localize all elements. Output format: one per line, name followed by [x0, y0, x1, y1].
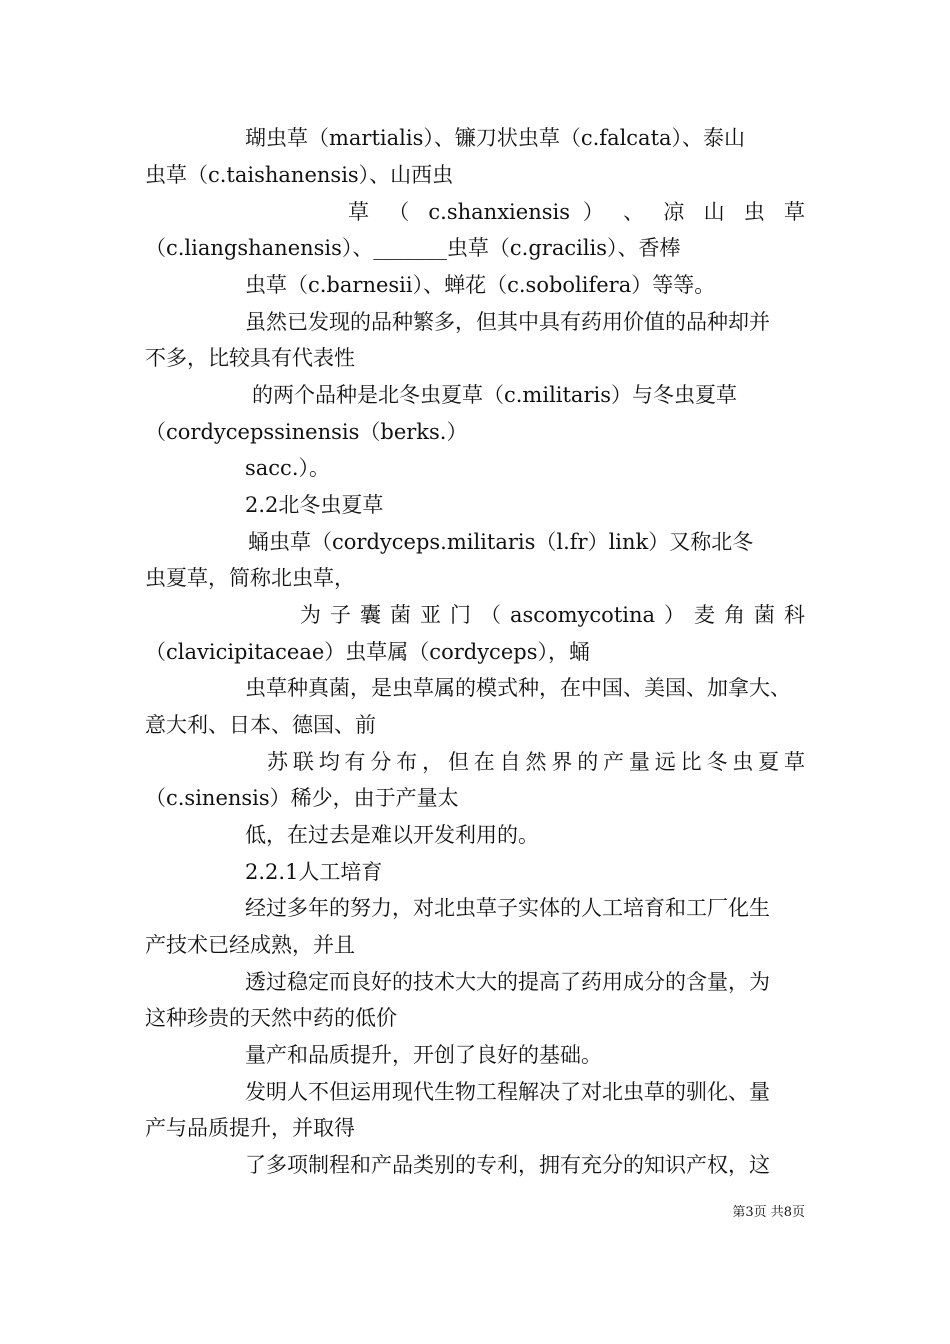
- text-line: 不多，比较具有代表性: [145, 346, 355, 370]
- text-line: 虫夏草，简称北虫草，: [145, 566, 355, 590]
- section-heading: 2.2.1人工培育: [245, 860, 383, 884]
- text-line: 产与品质提升，并取得: [145, 1116, 355, 1140]
- text-line: 意大利、日本、德国、前: [145, 713, 376, 737]
- text-line: 虽然已发现的品种繁多，但其中具有药用价值的品种却并: [245, 310, 770, 334]
- section-heading: 2.2北冬虫夏草: [245, 493, 384, 517]
- text-line: 产技术已经成熟，并且: [145, 933, 355, 957]
- text-line: 了多项制程和产品类别的专利，拥有充分的知识产权，这: [245, 1153, 770, 1177]
- text-line: sacc.）。: [245, 456, 330, 480]
- text-line: 经过多年的努力，对北虫草子实体的人工培育和工厂化生: [245, 896, 770, 920]
- text-line: （cordycepssinensis（berks.）: [145, 420, 468, 444]
- text-line: （c.liangshanensis）、_______虫草（c.gracilis）、香棒: [145, 236, 681, 260]
- text-line: 虫草（c.barnesii）、蝉花（c.sobolifera）等等。: [245, 273, 716, 297]
- text-line: 蛹虫草（cordyceps.militaris（l.fr）link）又称北冬: [248, 530, 754, 554]
- text-line: 低，在过去是难以开发利用的。: [245, 823, 539, 847]
- text-line: 发明人不但运用现代生物工程解决了对北虫草的驯化、量: [245, 1080, 770, 1104]
- text-line: （c.sinensis）稀少，由于产量太: [145, 786, 459, 810]
- text-line: （clavicipitaceae）虫草属（cordyceps），蛹: [145, 640, 590, 664]
- text-line: 透过稳定而良好的技术大大的提高了药用成分的含量，为: [245, 970, 770, 994]
- text-line: 量产和品质提升，开创了良好的基础。: [245, 1043, 602, 1067]
- page-number-footer: 第3页 共8页: [732, 1205, 805, 1220]
- text-line: 苏联均有分布，但在自然界的产量远比冬虫夏草: [267, 750, 805, 774]
- text-line: 虫草种真菌，是虫草属的模式种，在中国、美国、加拿大、: [245, 676, 791, 700]
- text-line: 草 （ c.shanxiensis ） 、 凉 山 虫 草: [348, 200, 805, 224]
- text-line: 瑚虫草（martialis）、镰刀状虫草（c.falcata）、泰山: [245, 126, 746, 150]
- text-line: 虫草（c.taishanensis）、山西虫: [145, 163, 454, 187]
- text-line: 这种珍贵的天然中药的低价: [145, 1006, 397, 1030]
- text-line: 为子囊菌亚门（ascomycotina）麦角菌科: [300, 603, 805, 627]
- text-line: 的两个品种是北冬虫夏草（c.militaris）与冬虫夏草: [252, 383, 737, 407]
